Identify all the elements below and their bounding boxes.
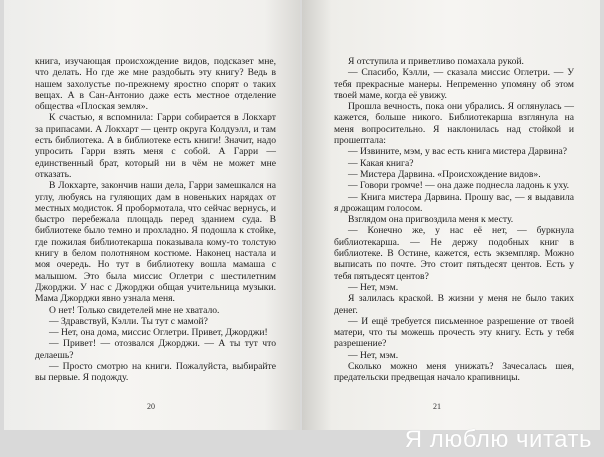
paragraph: Прошла вечность, пока они убрались. Я оглянулась — кажется, больше никого. Библиотекарша взглянула на меня вопросительно. Я наклонилась над стойкой и прошептала: [334, 101, 574, 147]
paragraph: Сколько можно меня унижать? Зачесалась шея, предательски предвещая начало крапивницы. [334, 361, 574, 384]
paragraph: — Книга мистера Дарвина. Прошу вас, — я выдавила я дрожащим голосом. [334, 191, 574, 214]
paragraph: — Мистера Дарвина. «Происхождение видов». [348, 168, 541, 180]
paragraph: — Нет, мэм. [348, 349, 399, 361]
paragraph: — Извините, мэм, у вас есть книга мистера Дарвина? [348, 146, 568, 158]
paragraph: — Говори громче! — она даже поднесла ладонь к уху. [348, 180, 570, 192]
right-page-text [334, 56, 574, 384]
paragraph: В Локхарте, закончив наши дела, Гарри замешкался на углу, любуясь на гуляющих дам в новеньких нарядах от местных модисток. Я пробормотала, что сейчас вернусь, и быстро перебежала площадь перед зданием суда. В библиотеке было темно и прохладно. Я подошла к стойке, где пожилая библиотекарша показывала кому-то толстую книгу в белом полотняном костюме. Наконец настала и моя очередь. Но тут в библиотеку вошла мамаша с малышом. Это была миссис Оглетри с шестилетним Джорджи. У нас с Джорджи общая учительница музыки. Мама Джорджи явно узнала меня. [35, 180, 276, 305]
page-number: 20 [147, 402, 155, 411]
paragraph: — Нет, она дома, миссис Оглетри. Привет, Джорджи! [49, 327, 268, 339]
paragraph: — Здравствуй, Кэлли. Ты тут с мамой? [49, 315, 208, 327]
right-page [302, 0, 600, 430]
paragraph: Я залилась краской. В жизни у меня не было таких денег. [334, 293, 574, 316]
paragraph: Взглядом она пригвоздила меня к месту. [348, 214, 514, 226]
paragraph: — И ещё требуется письменное разрешение от твоей матери, что ты можешь прочесть эту книгу. Есть у тебя разрешение? [334, 315, 574, 350]
left-page-text [35, 56, 276, 384]
paragraph: — Какая книга? [348, 157, 414, 169]
left-page [4, 0, 300, 430]
paragraph: — Просто смотрю на книги. Пожалуйста, выбирайте вы первые. Я подожду. [35, 361, 276, 384]
paragraph: — Спасибо, Кэлли, — сказала миссис Оглетри. — У тебя прекрасные манеры. Непременно упомяну об этом твоей маме, когда её увижу. [334, 67, 574, 101]
paragraph: книга, изучающая происхождение видов, подсказет мне, что делать. Но где же мне раздобыть эту книгу? Ведь в нашем захолустье по-прежнему яростно спорят о таких вещах. А в Сан-Антонио даже есть местное отделение общества «Плоская земля». [35, 56, 276, 113]
paragraph: — Конечно же, у нас её нет, — буркнула библиотекарша. — Не держу подобных книг в библиотеке. В Остине, кажется, есть экземпляр. Можно выписать по почте. Это стоит пятьдесят центов. Есть у тебя пятьдесят центов? [334, 225, 574, 282]
paragraph: Я отступила и приветливо помахала рукой. [348, 56, 524, 67]
paragraph: — Нет, мэм. [348, 281, 399, 293]
paragraph: К счастью, я вспомнила: Гарри собирается в Локхарт за припасами. А Локхарт — центр округа Колдуэлл, и там есть библиотека. А в библиотеке есть книги! Значит, надо упросить Гарри взять меня с собой. А Гарри — единственный брат, который ни в чём не может мне отказать. [35, 112, 276, 180]
page-number: 21 [433, 402, 441, 411]
paragraph: — Привет! — отозвался Джорджи. — А ты тут что делаешь? [35, 338, 276, 361]
paragraph: О нет! Только свидетелей мне не хватало. [49, 304, 220, 316]
watermark: Я люблю читать [404, 426, 592, 453]
